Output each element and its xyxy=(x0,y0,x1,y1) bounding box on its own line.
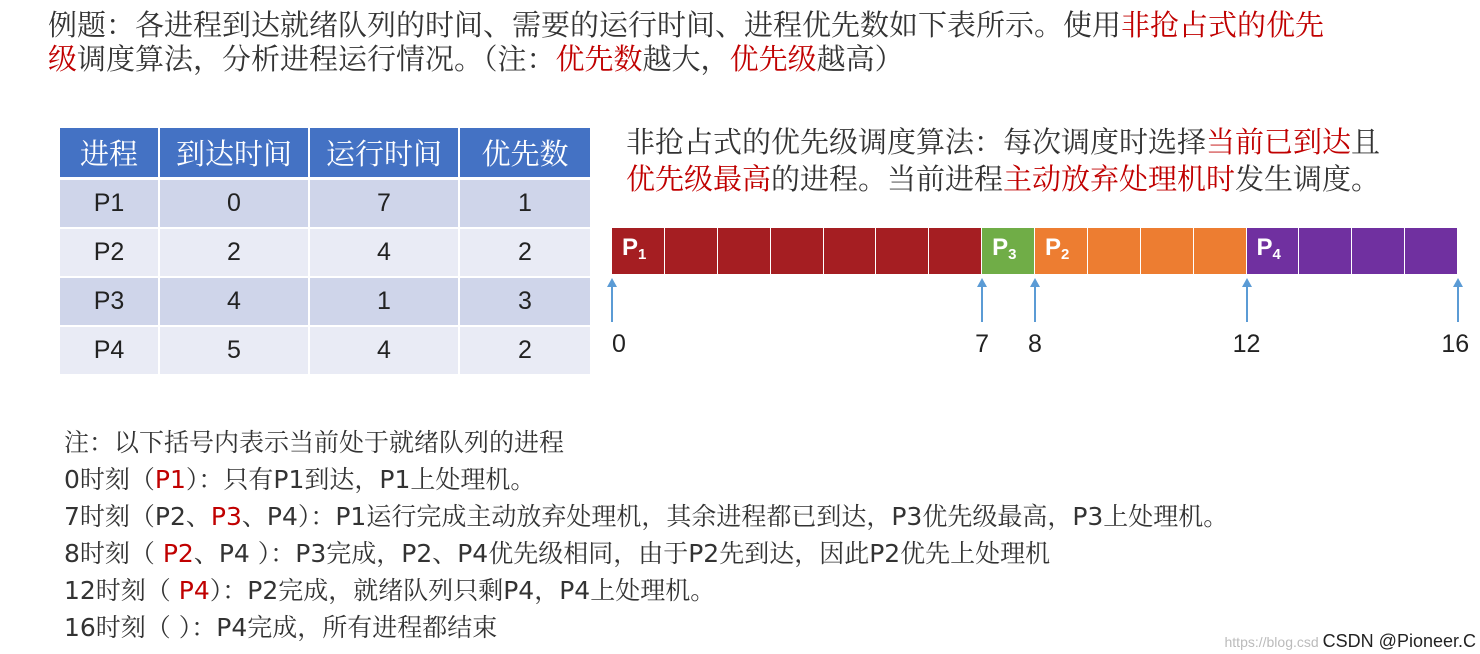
table-row: P3 4 1 3 xyxy=(60,277,591,326)
gantt-cell-p1 xyxy=(665,228,718,274)
timeline-tick-label: 0 xyxy=(612,330,626,358)
gantt-label: $P_4$ xyxy=(1256,234,1281,263)
gantt-cell-p1 xyxy=(612,228,665,274)
gantt-cell-p2 xyxy=(1035,228,1088,274)
note-item: 8时刻（ P2、P4 ）：P3完成，P2、P4优先级相同，由于P2先到达，因此P2优先上处理机 xyxy=(64,539,1051,568)
timeline-arrow-icon xyxy=(1453,278,1463,322)
timeline-tick-label: 12 xyxy=(1232,330,1261,358)
gantt-cell-p3 xyxy=(982,228,1035,274)
header-arrival-time: 到达时间 xyxy=(159,128,309,179)
gantt-cell-p1 xyxy=(824,228,877,274)
timeline-tick-label: 8 xyxy=(1028,330,1042,358)
gantt-cell-p2 xyxy=(1194,228,1247,274)
algorithm-line-2: 优先级最高的进程。当前进程主动放弃处理机时发生调度。 xyxy=(626,162,1381,196)
algorithm-description xyxy=(626,124,1446,198)
problem-line-1: 例题：各进程到达就绪队列的时间、需要的运行时间、进程优先数如下表所示。使用非抢占式的优先 xyxy=(48,8,1325,42)
gantt-cell-p1 xyxy=(876,228,929,274)
gantt-cell-p4 xyxy=(1247,228,1300,274)
problem-statement xyxy=(48,8,1448,76)
note-item: 16时刻（ ）：P4完成，所有进程都结束 xyxy=(64,613,498,642)
gantt-label: $P_1$ xyxy=(622,234,647,263)
gantt-label: $P_2$ xyxy=(1045,234,1070,263)
timeline-arrow-icon xyxy=(977,278,987,322)
gantt-cell-p4 xyxy=(1299,228,1352,274)
problem-line-2: 级调度算法，分析进程运行情况。（注：优先数越大，优先级越高） xyxy=(48,42,904,76)
timeline-tick-label: 7 xyxy=(975,330,990,358)
table-row: P4 5 4 2 xyxy=(60,326,591,375)
gantt-cell-p4 xyxy=(1405,228,1458,274)
note-item: 0时刻（P1）：只有P1到达，P1上处理机。 xyxy=(64,465,536,494)
header-priority: 优先数 xyxy=(459,128,591,179)
process-table xyxy=(60,128,592,376)
header-run-time: 运行时间 xyxy=(309,128,459,179)
notes-section xyxy=(64,424,1464,646)
notes-heading: 注：以下括号内表示当前处于就绪队列的进程 xyxy=(64,428,565,457)
note-item: 7时刻（P2、P3、P4）：P1运行完成主动放弃处理机，其余进程都已到达，P3优先级最高，P3上处理机。 xyxy=(64,502,1229,531)
timeline-arrow-icon xyxy=(607,278,617,322)
watermark xyxy=(1225,631,1477,652)
timeline-arrow-icon xyxy=(1030,278,1040,322)
gantt-cell-p1 xyxy=(718,228,771,274)
header-process: 进程 xyxy=(60,128,159,179)
gantt-cell-p2 xyxy=(1141,228,1194,274)
algorithm-line-1: 非抢占式的优先级调度算法：每次调度时选择当前已到达且 xyxy=(626,125,1381,159)
timeline-tick-label: 16 xyxy=(1441,330,1470,358)
table-row: P1 0 7 1 xyxy=(60,179,591,229)
watermark-text: CSDN @Pioneer.C xyxy=(1322,631,1476,651)
timeline-arrow-icon xyxy=(1242,278,1252,322)
gantt-cell-p1 xyxy=(771,228,824,274)
note-item: 12时刻（ P4）：P2完成，就绪队列只剩P4，P4上处理机。 xyxy=(64,576,716,605)
table-header-row xyxy=(60,128,591,179)
watermark-url: https://blog.csd xyxy=(1224,634,1319,650)
gantt-cell-p1 xyxy=(929,228,982,274)
gantt-cell-p2 xyxy=(1088,228,1141,274)
gantt-label: $P_3$ xyxy=(992,234,1017,263)
gantt-chart xyxy=(612,228,1458,274)
gantt-cell-p4 xyxy=(1352,228,1405,274)
table-row: P2 2 4 2 xyxy=(60,228,591,277)
